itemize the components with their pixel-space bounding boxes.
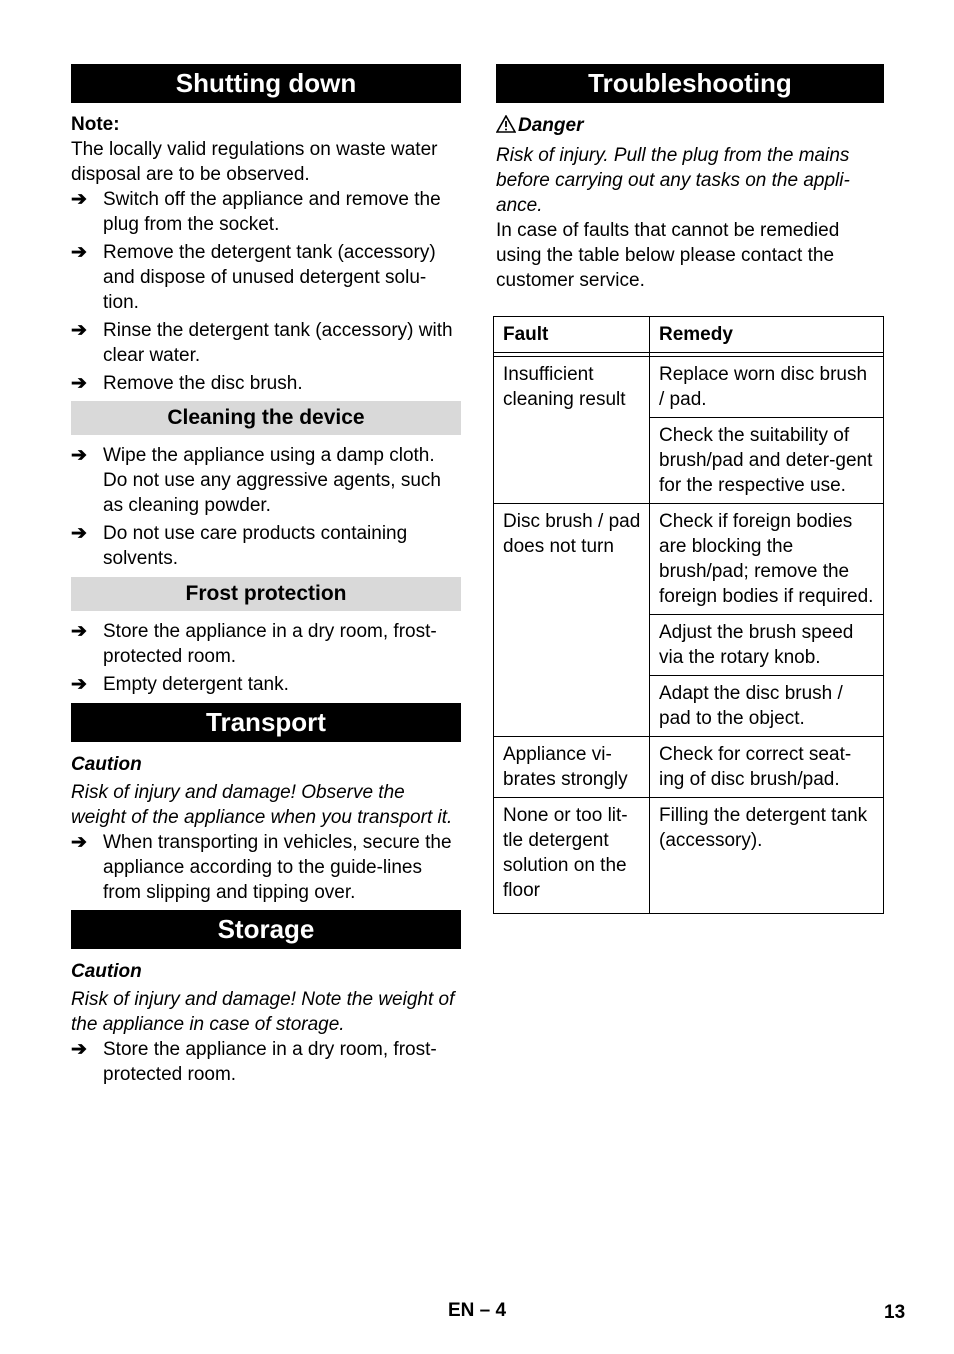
arrow-right-icon: ➔ <box>71 523 87 544</box>
list-item: ➔ When transporting in vehicles, secure the appliance according to the guide-lines from slipping and tipping over. <box>71 832 452 903</box>
note-text: The locally valid regulations on waste water disposal are to be observed. <box>71 139 438 185</box>
remedy-cell: Filling the detergent tank (accessory). <box>650 798 884 914</box>
arrow-right-icon: ➔ <box>71 242 87 263</box>
cleaning-heading: Cleaning the device <box>71 401 461 435</box>
remedy-cell: Adapt the disc brush / pad to the object. <box>650 676 884 737</box>
list-item: ➔ Do not use care products containing solvents. <box>71 523 408 569</box>
transport-steps <box>71 830 461 905</box>
table-row <box>494 737 884 798</box>
troubleshooting-heading: Troubleshooting <box>496 64 884 103</box>
shutting-down-heading: Shutting down <box>71 64 461 103</box>
table-header-row <box>494 317 884 353</box>
shutting-down-steps <box>71 187 461 396</box>
arrow-right-icon: ➔ <box>71 445 87 466</box>
arrow-right-icon: ➔ <box>71 320 87 341</box>
page-number: 13 <box>884 1302 906 1323</box>
danger-text: Risk of injury. Pull the plug from the mains before carrying out any tasks on the appli-ance. <box>496 145 850 216</box>
danger-line <box>496 113 884 140</box>
fault-cell: Insufficient cleaning result <box>494 357 650 504</box>
remedy-header: Remedy <box>650 317 884 353</box>
list-item: ➔ Switch off the appliance and remove the plug from the socket. <box>71 189 441 235</box>
left-column <box>71 64 461 1090</box>
warning-triangle-icon <box>496 115 518 140</box>
arrow-right-icon: ➔ <box>71 1039 87 1060</box>
remedy-cell: Check the suitability of brush/pad and deter-gent for the respective use. <box>650 418 884 504</box>
troubleshooting-intro: In case of faults that cannot be remedied using the table below please contact the customer service. <box>496 220 840 291</box>
frost-steps <box>71 619 461 697</box>
arrow-right-icon: ➔ <box>71 674 87 695</box>
transport-caution-text: Risk of injury and damage! Observe the weight of the appliance when you transport it. <box>71 782 453 828</box>
transport-heading: Transport <box>71 703 461 742</box>
arrow-right-icon: ➔ <box>71 373 87 394</box>
right-column <box>496 64 884 293</box>
storage-caution-text: Risk of injury and damage! Note the weight of the appliance in case of storage. <box>71 989 455 1035</box>
list-item: ➔ Remove the detergent tank (accessory) and dispose of unused detergent solu-tion. <box>71 242 436 313</box>
fault-cell: None or too lit-tle detergent solution on the floor <box>494 798 650 914</box>
storage-heading: Storage <box>71 910 461 949</box>
table-row <box>494 504 884 615</box>
fault-cell: Appliance vi-brates strongly <box>494 737 650 798</box>
table-row <box>494 357 884 418</box>
arrow-right-icon: ➔ <box>71 832 87 853</box>
arrow-right-icon: ➔ <box>71 621 87 642</box>
list-item: ➔ Store the appliance in a dry room, frost-protected room. <box>71 621 437 667</box>
storage-caution-label: Caution <box>71 961 142 982</box>
remedy-cell: Check if foreign bodies are blocking the brush/pad; remove the foreign bodies if required. <box>650 504 884 615</box>
cleaning-steps <box>71 443 461 571</box>
fault-header: Fault <box>494 317 650 353</box>
remedy-cell: Adjust the brush speed via the rotary knob. <box>650 615 884 676</box>
list-item: ➔ Rinse the detergent tank (accessory) with clear water. <box>71 320 453 366</box>
fault-table <box>493 316 884 914</box>
note-label: Note: <box>71 114 120 135</box>
list-item: ➔ Remove the disc brush. <box>71 373 303 394</box>
transport-caution-label: Caution <box>71 754 142 775</box>
list-item: ➔ Store the appliance in a dry room, frost-protected room. <box>71 1039 437 1085</box>
danger-label: Danger <box>518 115 584 136</box>
frost-heading: Frost protection <box>71 577 461 611</box>
remedy-cell: Check for correct seat-ing of disc brush/pad. <box>650 737 884 798</box>
table-row <box>494 798 884 914</box>
list-item: ➔ Empty detergent tank. <box>71 674 289 695</box>
footer-section-label: EN – 4 <box>448 1300 507 1321</box>
fault-cell: Disc brush / pad does not turn <box>494 504 650 737</box>
storage-steps <box>71 1037 461 1087</box>
list-item: ➔ Wipe the appliance using a damp cloth. Do not use any aggressive agents, such as cleaning powder. <box>71 445 441 516</box>
arrow-right-icon: ➔ <box>71 189 87 210</box>
remedy-cell: Replace worn disc brush / pad. <box>650 357 884 418</box>
